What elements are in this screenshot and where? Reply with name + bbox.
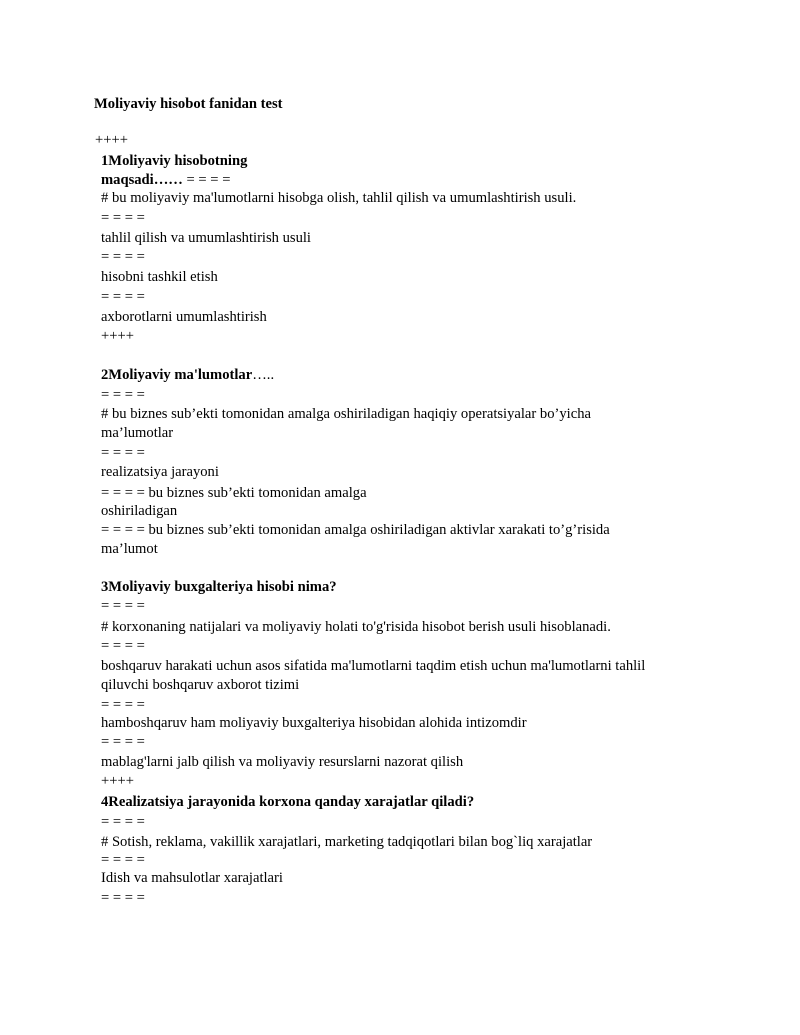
separator-line: = = = = — [101, 249, 145, 265]
text-line: = = = = bu biznes sub’ekti tomonidan amalga — [101, 485, 367, 501]
separator-line: = = = = — [101, 598, 145, 614]
correct-answer-line: # bu biznes sub’ekti tomonidan amalga oshiriladigan haqiqiy operatsiyalar bo’yicha — [101, 406, 591, 422]
question-heading: 4Realizatsiya jarayonida korxona qanday xarajatlar qiladi? — [101, 794, 475, 810]
separator-line: = = = = — [101, 210, 145, 226]
text-line: qiluvchi boshqaruv axborot tizimi — [101, 677, 300, 693]
separator-line: ++++ — [101, 773, 134, 789]
text-line — [101, 366, 274, 384]
text-line: hisobni tashkil etish — [101, 269, 218, 285]
text-segment: = = = = — [182, 172, 231, 188]
separator-line: = = = = — [101, 289, 145, 305]
text-segment: ….. — [252, 367, 275, 383]
text-line: ma’lumot — [101, 541, 158, 557]
text-line: mablag'larni jalb qilish va moliyaviy resurslarni nazorat qilish — [101, 754, 464, 770]
separator-line: = = = = — [101, 734, 145, 750]
bold-text-segment: 2Moliyaviy ma'lumotlar — [101, 367, 253, 383]
separator-line: = = = = — [101, 387, 145, 403]
separator-line: ++++ — [95, 132, 128, 148]
separator-line: ++++ — [101, 328, 134, 344]
separator-line: = = = = — [101, 852, 145, 868]
text-line: hamboshqaruv ham moliyaviy buxgalteriya hisobidan alohida intizomdir — [101, 715, 527, 731]
correct-answer-line: # bu moliyaviy ma'lumotlarni hisobga olish, tahlil qilish va umumlashtirish usuli. — [101, 190, 577, 206]
separator-line: = = = = — [101, 890, 145, 906]
text-line: ma’lumotlar — [101, 425, 174, 441]
separator-line: = = = = — [101, 697, 145, 713]
text-line: boshqaruv harakati uchun asos sifatida ma'lumotlarni taqdim etish uchun ma'lumotlarni tahlil — [101, 658, 646, 674]
question-heading: 3Moliyaviy buxgalteriya hisobi nima? — [101, 579, 337, 595]
text-line: realizatsiya jarayoni — [101, 464, 219, 480]
separator-line: = = = = — [101, 638, 145, 654]
correct-answer-line: # korxonaning natijalari va moliyaviy holati to'g'risida hisobot berish usuli hisoblanadi. — [101, 619, 611, 635]
correct-answer-line: # Sotish, reklama, vakillik xarajatlari, marketing tadqiqotlari bilan bog`liq xarajatlar — [101, 834, 593, 850]
text-line: Idish va mahsulotlar xarajatlari — [101, 870, 283, 886]
separator-line: = = = = — [101, 814, 145, 830]
question-heading: 1Moliyaviy hisobotning — [101, 153, 248, 169]
text-line: oshiriladigan — [101, 503, 178, 519]
text-line: = = = = bu biznes sub’ekti tomonidan amalga oshiriladigan aktivlar xarakati to’g’risida — [101, 522, 610, 538]
text-line: tahlil qilish va umumlashtirish usuli — [101, 230, 311, 246]
bold-text-segment: maqsadi…… — [101, 172, 183, 188]
text-line: axborotlarni umumlashtirish — [101, 309, 267, 325]
separator-line: = = = = — [101, 445, 145, 461]
text-line — [101, 171, 230, 189]
document-title: Moliyaviy hisobot fanidan test — [94, 96, 283, 112]
